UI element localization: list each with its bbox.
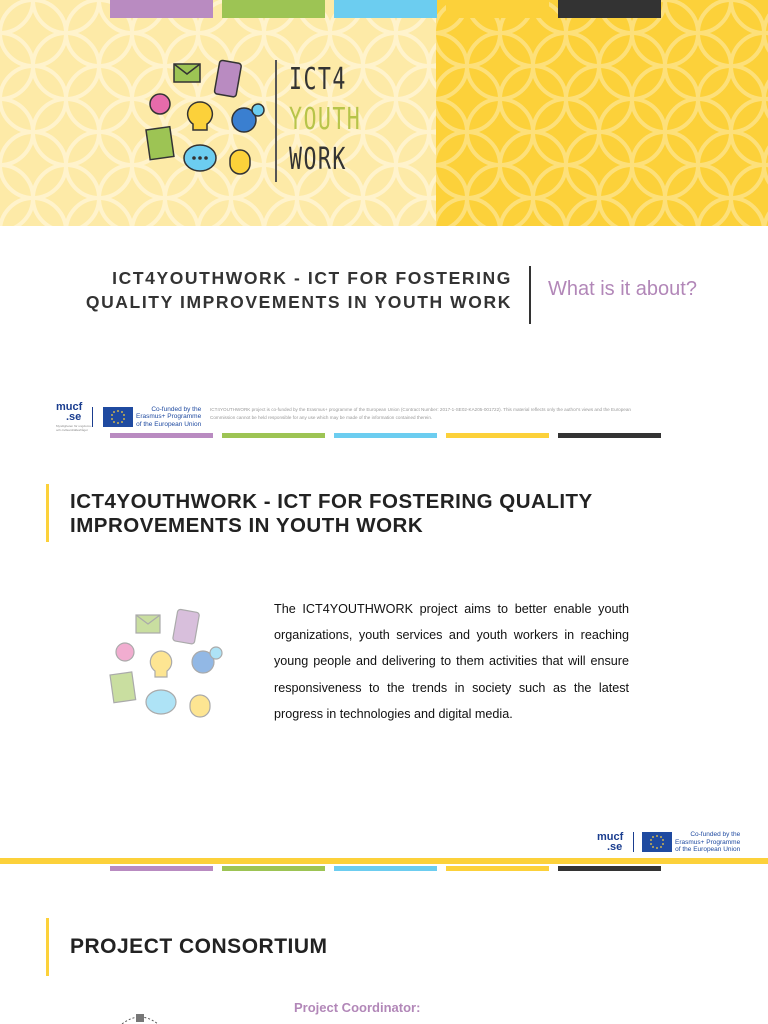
sponsor-logos (597, 831, 740, 854)
hero-banner (0, 0, 768, 226)
strip-blue (334, 0, 437, 18)
mucf-subtext: Myndigheten för ungdoms- och civilsamhällesfrågor (56, 424, 92, 432)
strip-dark (558, 866, 661, 871)
logo-icons (140, 58, 270, 183)
logo-line1: ICT4 (289, 62, 347, 97)
mucf-divider (92, 407, 93, 427)
about-heading-line1: ICT4YOUTHWORK - ICT FOR FOSTERING QUALITY (70, 490, 593, 513)
coordinator-label: Project Coordinator: (294, 1000, 421, 1015)
chat-bubble-icon (146, 690, 176, 714)
crest-icon (118, 1012, 162, 1024)
about-heading-line2: IMPROVEMENTS IN YOUTH WORK (70, 514, 424, 537)
eu-text-line2: Erasmus+ Programme (136, 413, 202, 421)
eu-flag-icon (103, 407, 133, 427)
pattern-background (436, 0, 768, 226)
eu-text-line2: Erasmus+ Programme (675, 838, 741, 846)
strip-green (222, 0, 325, 18)
about-heading (70, 490, 593, 538)
disclaimer-text: ICT4YOUTHWORK project is co-funded by the Erasmus+ programme of the European Union (Contract Number: 2017-1-SE02-KA205-001722). This material reflects only the author's views and the European Commission cannot be held responsible for any use which may be made of the information contained therein. (210, 407, 631, 420)
document-icon (110, 672, 136, 703)
mucf-divider (633, 832, 634, 852)
hero-right-panel (436, 0, 768, 226)
logo-divider (275, 60, 277, 182)
strip-dark (558, 433, 661, 438)
eu-cofunded-text (675, 831, 740, 854)
eu-text-line1: Co-funded by the (151, 405, 202, 413)
envelope-icon (136, 615, 160, 633)
mucf-logo (597, 832, 633, 852)
heading-accent-bar (46, 918, 49, 976)
strip-blue (334, 433, 437, 438)
strip-green (222, 866, 325, 871)
chat-bubble-icon (184, 145, 216, 171)
consortium-heading: PROJECT CONSORTIUM (70, 935, 328, 958)
strip-purple (110, 866, 213, 871)
title-divider (529, 266, 531, 324)
strip-yellow (446, 433, 549, 438)
slide-title (0, 0, 768, 440)
color-strip-top (110, 0, 661, 18)
lightbulb-icon (150, 651, 171, 677)
eu-text-line3: of the European Union (136, 420, 202, 428)
logo-line2: YOUTH (289, 102, 362, 137)
strip-dark (558, 0, 661, 18)
hand-icon (116, 643, 134, 661)
phone-icon (172, 609, 199, 644)
strip-purple (110, 0, 213, 18)
mucf-se-text: .se (607, 841, 623, 854)
mouse-icon (230, 150, 250, 174)
gears-icon (192, 647, 222, 673)
mucf-se-text: .se (66, 411, 82, 423)
eu-text-line1: Co-funded by the (690, 831, 741, 838)
eu-text-line3: of the European Union (675, 846, 741, 853)
faded-logo-icons (104, 605, 228, 725)
hand-icon (150, 94, 170, 114)
strip-purple (110, 433, 213, 438)
slide-subtitle: What is it about? (548, 278, 697, 300)
strip-yellow (446, 866, 549, 871)
sponsor-logos (56, 402, 201, 432)
envelope-icon (174, 64, 200, 82)
document-icon (146, 127, 174, 160)
title-line1: ICT4YOUTHWORK - ICT FOR FOSTERING (112, 268, 512, 288)
mucf-logo (56, 402, 92, 432)
strip-blue (334, 866, 437, 871)
mouse-icon (190, 695, 210, 717)
phone-icon (214, 60, 242, 97)
about-body-text: The ICT4YOUTHWORK project aims to better enable youth organizations, youth services and youth workers in reaching young people and delivering to them activities that will ensure responsiveness to the trends in society such as the latest progress in technologies and digital media. (274, 602, 629, 721)
logo-line3: WORK (289, 142, 347, 177)
eu-cofunded-text (136, 406, 201, 429)
color-strip-bottom (110, 433, 661, 438)
strip-green (222, 433, 325, 438)
slide-consortium (0, 864, 768, 1024)
strip-yellow (446, 0, 549, 18)
gears-icon (232, 104, 264, 132)
slide-title-text (40, 266, 512, 314)
mucf-text: mucf (56, 401, 83, 413)
title-line2: QUALITY IMPROVEMENTS IN YOUTH WORK (85, 292, 512, 312)
logo-wordmark (289, 60, 389, 180)
color-strip-top (110, 866, 661, 871)
lightbulb-icon (188, 102, 213, 130)
heading-accent-bar (46, 484, 49, 542)
mucf-text: mucf (597, 831, 624, 844)
slide-about (0, 440, 768, 860)
eu-flag-icon (642, 832, 672, 852)
